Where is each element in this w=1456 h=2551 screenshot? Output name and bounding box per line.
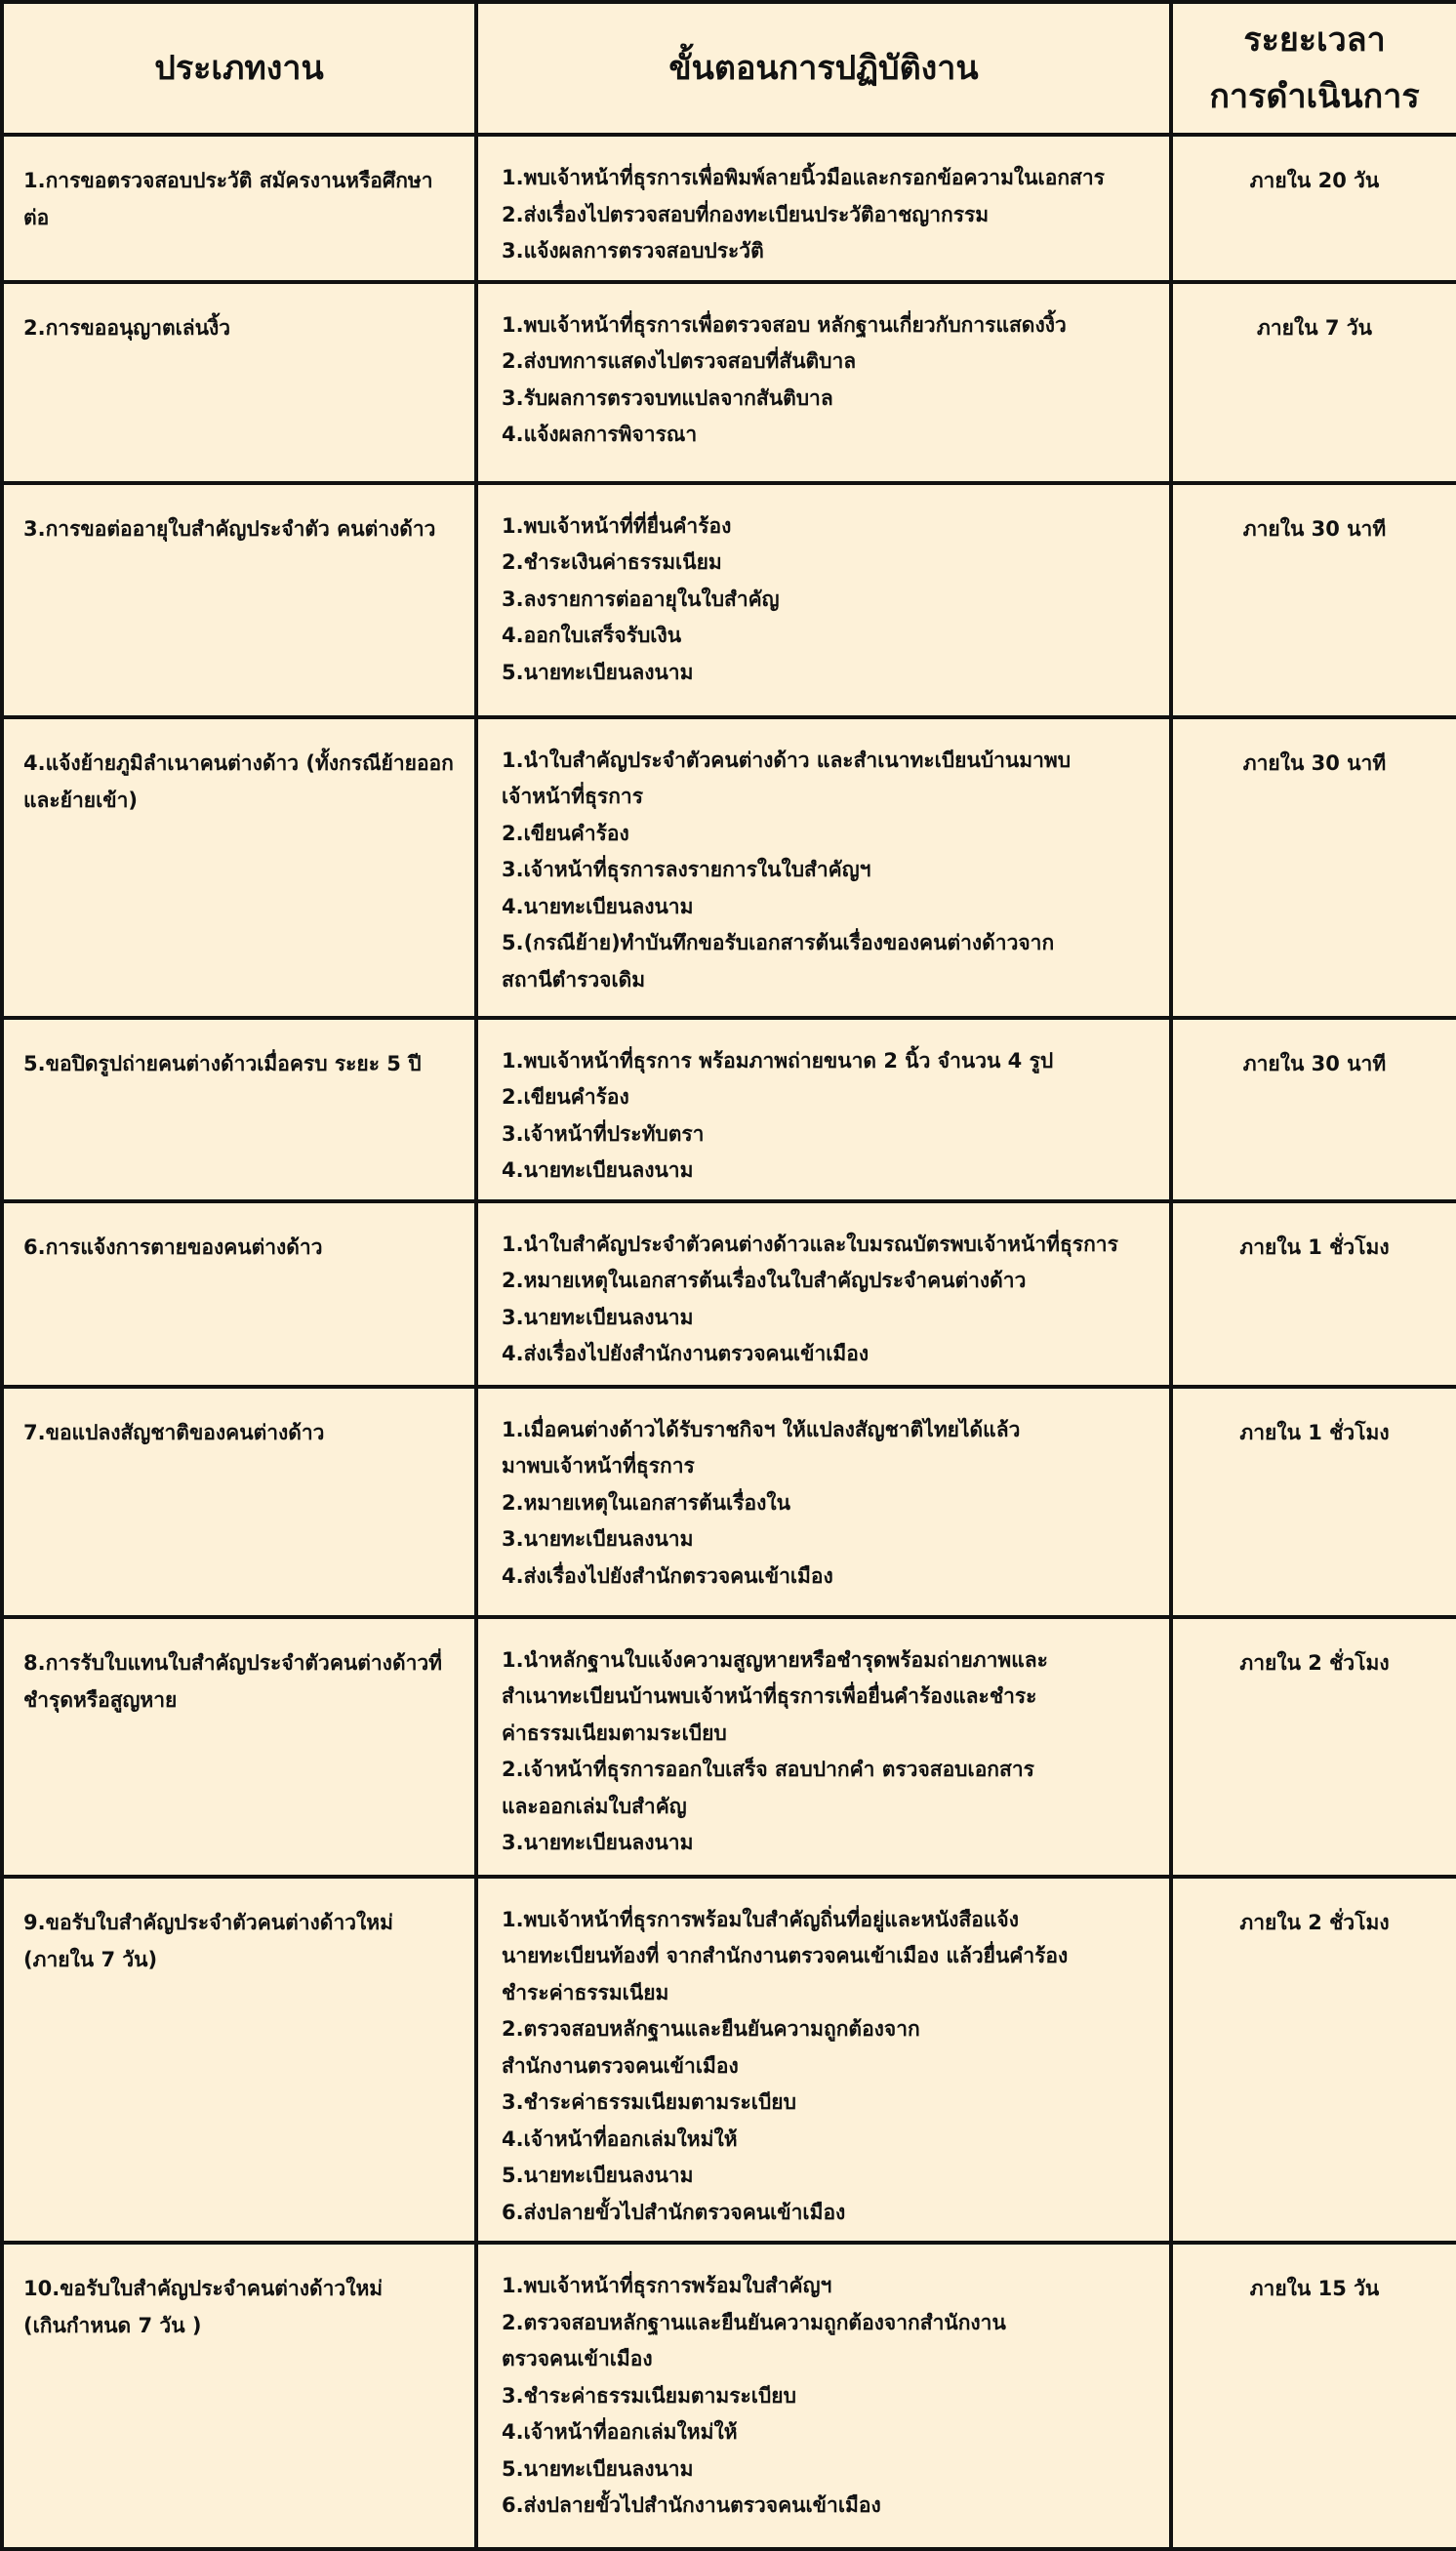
header-time: ระยะเวลา การดำเนินการ [1171, 2, 1456, 135]
procedure-type [2, 282, 476, 483]
procedure-step-line: 2.หมายเหตุในเอกสารต้นเรื่องในใบสำคัญประจำคนต่างด้าว [502, 1269, 1027, 1292]
procedure-step-line: 2.หมายเหตุในเอกสารต้นเรื่องใน [502, 1490, 790, 1515]
procedure-step-line: สำเนาทะเบียนบ้านพบเจ้าหน้าที่ธุรการเพื่อยื่นคำร้องและชำระ [502, 1684, 1037, 1708]
procedure-step-line: สถานีตำรวจเดิม [502, 967, 646, 992]
procedure-steps [476, 1201, 1171, 1387]
procedure-step-line: 4.นายทะเบียนลงนาม [502, 1158, 694, 1182]
procedure-step-line: 3.ชำระค่าธรรมเนียมตามระเบียบ [502, 2090, 796, 2114]
procedure-step-line: 2.ตรวจสอบหลักฐานและยืนยันความถูกต้องจาก [502, 2017, 920, 2041]
procedure-step-line: มาพบเจ้าหน้าที่ธุรการ [502, 1454, 695, 1478]
procedure-step-line: 2.ตรวจสอบหลักฐานและยืนยันความถูกต้องจากสำนักงาน [502, 2310, 1006, 2334]
procedure-step-line: 1.พบเจ้าหน้าที่ธุรการพร้อมใบสำคัญฯ [502, 2274, 832, 2297]
procedure-step-line: 4.เจ้าหน้าที่ออกเล่มใหม่ให้ [502, 2420, 738, 2444]
procedure-type [2, 1018, 476, 1201]
header-steps: ขั้นตอนการปฏิบัติงาน [476, 2, 1171, 135]
procedure-step-line: 1.พบเจ้าหน้าที่ธุรการ พร้อมภาพถ่ายขนาด 2 นิ้ว จำนวน 4 รูป [502, 1048, 1054, 1073]
procedure-step-line: 1.พบเจ้าหน้าที่ธุรการพร้อมใบสำคัญถิ่นที่อยู่และหนังสือแจ้ง [502, 1907, 1019, 1931]
procedure-step-line: 4.ส่งเรื่องไปยังสำนักตรวจคนเข้าเมือง [502, 1563, 833, 1588]
procedure-step-line: 4.ออกใบเสร็จรับเงิน [502, 624, 682, 647]
procedure-type-line: 1.การขอตรวจสอบประวัติ สมัครงานหรือศึกษาต่อ [23, 169, 433, 229]
table-row [2, 1387, 1456, 1617]
table-row [2, 282, 1456, 483]
procedure-type [2, 717, 476, 1018]
procedure-step-line: 2.เขียนคำร้อง [502, 1085, 629, 1109]
procedure-step-line: 1.นำใบสำคัญประจำตัวคนต่างด้าวและใบมรณบัตรพบเจ้าหน้าที่ธุรการ [502, 1232, 1118, 1256]
procedure-steps [476, 1018, 1171, 1201]
procedure-type-line: 5.ขอปิดรูปถ่ายคนต่างด้าวเมื่อครบ ระยะ 5 ปี [23, 1051, 422, 1075]
procedure-step-line: 6.ส่งปลายขั้วไปสำนักตรวจคนเข้าเมือง [502, 2200, 846, 2224]
procedure-step-line: 1.พบเจ้าหน้าที่ที่ยื่นคำร้อง [502, 513, 732, 538]
processing-time: ภายใน 2 ชั่วโมง [1171, 1877, 1456, 2244]
table-row [2, 135, 1456, 282]
procedure-steps [476, 282, 1171, 483]
procedure-step-line: 2.เขียนคำร้อง [502, 821, 629, 845]
procedure-steps [476, 135, 1171, 282]
procedure-step-line: 2.เจ้าหน้าที่ธุรการออกใบเสร็จ สอบปากคำ ตรวจสอบเอกสาร [502, 1758, 1034, 1781]
procedure-type-line: 7.ขอแปลงสัญชาติของคนต่างด้าว [23, 1420, 325, 1444]
procedure-type [2, 1877, 476, 2244]
procedure-steps [476, 483, 1171, 717]
procedure-step-line: 1.นำใบสำคัญประจำตัวคนต่างด้าว และสำเนาทะเบียนบ้านมาพบ [502, 748, 1072, 772]
procedure-step-line: นายทะเบียนท้องที่ จากสำนักงานตรวจคนเข้าเมือง แล้วยื่นคำร้อง [502, 1944, 1069, 1967]
table-row [2, 1877, 1456, 2244]
procedure-step-line: เจ้าหน้าที่ธุรการ [502, 785, 643, 808]
procedure-step-line: 3.นายทะเบียนลงนาม [502, 1305, 694, 1329]
processing-time: ภายใน 30 นาที [1171, 717, 1456, 1018]
procedure-step-line: 3.นายทะเบียนลงนาม [502, 1527, 694, 1551]
procedure-step-line: 5.นายทะเบียนลงนาม [502, 2164, 694, 2187]
procedure-step-line: 1.พบเจ้าหน้าที่ธุรการเพื่อพิมพ์ลายนิ้วมือและกรอกข้อความในเอกสาร [502, 166, 1105, 189]
processing-time: ภายใน 15 วัน [1171, 2243, 1456, 2549]
procedure-type [2, 2243, 476, 2549]
procedure-type-line: 8.การรับใบแทนใบสำคัญประจำตัวคนต่างด้าวที่ [23, 1650, 443, 1675]
processing-time: ภายใน 1 ชั่วโมง [1171, 1201, 1456, 1387]
procedure-step-line: 1.พบเจ้าหน้าที่ธุรการเพื่อตรวจสอบ หลักฐานเกี่ยวกับการแสดงงิ้ว [502, 312, 1067, 337]
procedure-step-line: และออกเล่มใบสำคัญ [502, 1794, 687, 1818]
procedure-step-line: 4.ส่งเรื่องไปยังสำนักงานตรวจคนเข้าเมือง [502, 1342, 870, 1365]
procedure-step-line: 4.นายทะเบียนลงนาม [502, 894, 694, 918]
procedure-type-line: 2.การขออนุญาตเล่นงิ้ว [23, 315, 231, 340]
procedure-step-line: สำนักงานตรวจคนเข้าเมือง [502, 2053, 739, 2078]
procedure-step-line: 4.เจ้าหน้าที่ออกเล่มใหม่ให้ [502, 2126, 738, 2151]
procedure-type-line: (เกินกำหนด 7 วัน ) [23, 2314, 202, 2337]
procedure-steps [476, 1387, 1171, 1617]
procedure-step-line: 2.ส่งเรื่องไปตรวจสอบที่กองทะเบียนประวัติอาชญากรรม [502, 202, 990, 226]
procedure-step-line: ตรวจคนเข้าเมือง [502, 2347, 653, 2370]
procedure-step-line: 4.แจ้งผลการพิจารณา [502, 423, 698, 446]
processing-time: ภายใน 1 ชั่วโมง [1171, 1387, 1456, 1617]
procedure-type-line: ชำรุดหรือสูญหาย [23, 1687, 178, 1712]
procedure-step-line: 3.เจ้าหน้าที่ประทับตรา [502, 1121, 705, 1146]
processing-time: ภายใน 30 นาที [1171, 483, 1456, 717]
procedure-step-line: 3.แจ้งผลการตรวจสอบประวัติ [502, 239, 764, 263]
procedure-step-line: 3.นายทะเบียนลงนาม [502, 1831, 694, 1854]
procedure-type-line: 3.การขอต่ออายุใบสำคัญประจำตัว คนต่างด้าว [23, 516, 436, 541]
procedure-step-line: ชำระค่าธรรมเนียม [502, 1980, 669, 2004]
procedure-type-line: 4.แจ้งย้ายภูมิลำเนาคนต่างด้าว (ทั้งกรณีย้ายออก [23, 750, 454, 775]
procedure-step-line: 3.ชำระค่าธรรมเนียมตามระเบียบ [502, 2383, 796, 2408]
table-row [2, 1018, 1456, 1201]
procedure-step-line: 3.รับผลการตรวจบทแปลจากสันติบาล [502, 385, 833, 410]
processing-time: ภายใน 2 ชั่วโมง [1171, 1617, 1456, 1877]
procedure-step-line: 2.ส่งบทการแสดงไปตรวจสอบที่สันติบาล [502, 349, 857, 373]
procedure-step-line: 6.ส่งปลายขั้วไปสำนักงานตรวจคนเข้าเมือง [502, 2493, 881, 2517]
procedure-steps [476, 717, 1171, 1018]
procedure-type-line: 6.การแจ้งการตายของคนต่างด้าว [23, 1235, 323, 1259]
procedure-type [2, 483, 476, 717]
procedure-step-line: 5.(กรณีย้าย)ทำบันทึกขอรับเอกสารต้นเรื่องของคนต่างด้าวจาก [502, 931, 1055, 954]
procedure-step-line: 3.ลงรายการต่ออายุในใบสำคัญ [502, 587, 780, 611]
procedure-type [2, 1387, 476, 1617]
procedure-type-line: (ภายใน 7 วัน) [23, 1947, 158, 1971]
procedure-steps [476, 1877, 1171, 2244]
header-type: ประเภทงาน [2, 2, 476, 135]
table-row [2, 2243, 1456, 2549]
procedure-step-line: 5.นายทะเบียนลงนาม [502, 2456, 694, 2481]
procedure-type [2, 1617, 476, 1877]
procedure-steps [476, 1617, 1171, 1877]
procedure-step-line: 3.เจ้าหน้าที่ธุรการลงรายการในใบสำคัญฯ [502, 858, 871, 881]
table-row [2, 483, 1456, 717]
procedure-step-line: 1.นำหลักฐานใบแจ้งความสูญหายหรือชำรุดพร้อมถ่ายภาพและ [502, 1647, 1048, 1672]
procedure-type-line: และย้ายเข้า) [23, 788, 139, 812]
procedure-type [2, 135, 476, 282]
table-header-row [2, 2, 1456, 135]
table-row [2, 1617, 1456, 1877]
procedure-type-line: 10.ขอรับใบสำคัญประจำคนต่างด้าวใหม่ [23, 2277, 384, 2300]
procedure-step-line: 5.นายทะเบียนลงนาม [502, 660, 694, 684]
procedure-step-line: ค่าธรรมเนียมตามระเบียบ [502, 1721, 727, 1745]
procedure-step-line: 1.เมื่อคนต่างด้าวได้รับราชกิจฯ ให้แปลงสัญชาติไทยได้แล้ว [502, 1417, 1021, 1441]
procedure-type [2, 1201, 476, 1387]
processing-time: ภายใน 7 วัน [1171, 282, 1456, 483]
procedure-step-line: 2.ชำระเงินค่าธรรมเนียม [502, 550, 722, 574]
table-row [2, 717, 1456, 1018]
procedure-steps [476, 2243, 1171, 2549]
processing-time: ภายใน 20 วัน [1171, 135, 1456, 282]
table-row [2, 1201, 1456, 1387]
procedure-type-line: 9.ขอรับใบสำคัญประจำตัวคนต่างด้าวใหม่ [23, 1910, 393, 1934]
processing-time: ภายใน 30 นาที [1171, 1018, 1456, 1201]
